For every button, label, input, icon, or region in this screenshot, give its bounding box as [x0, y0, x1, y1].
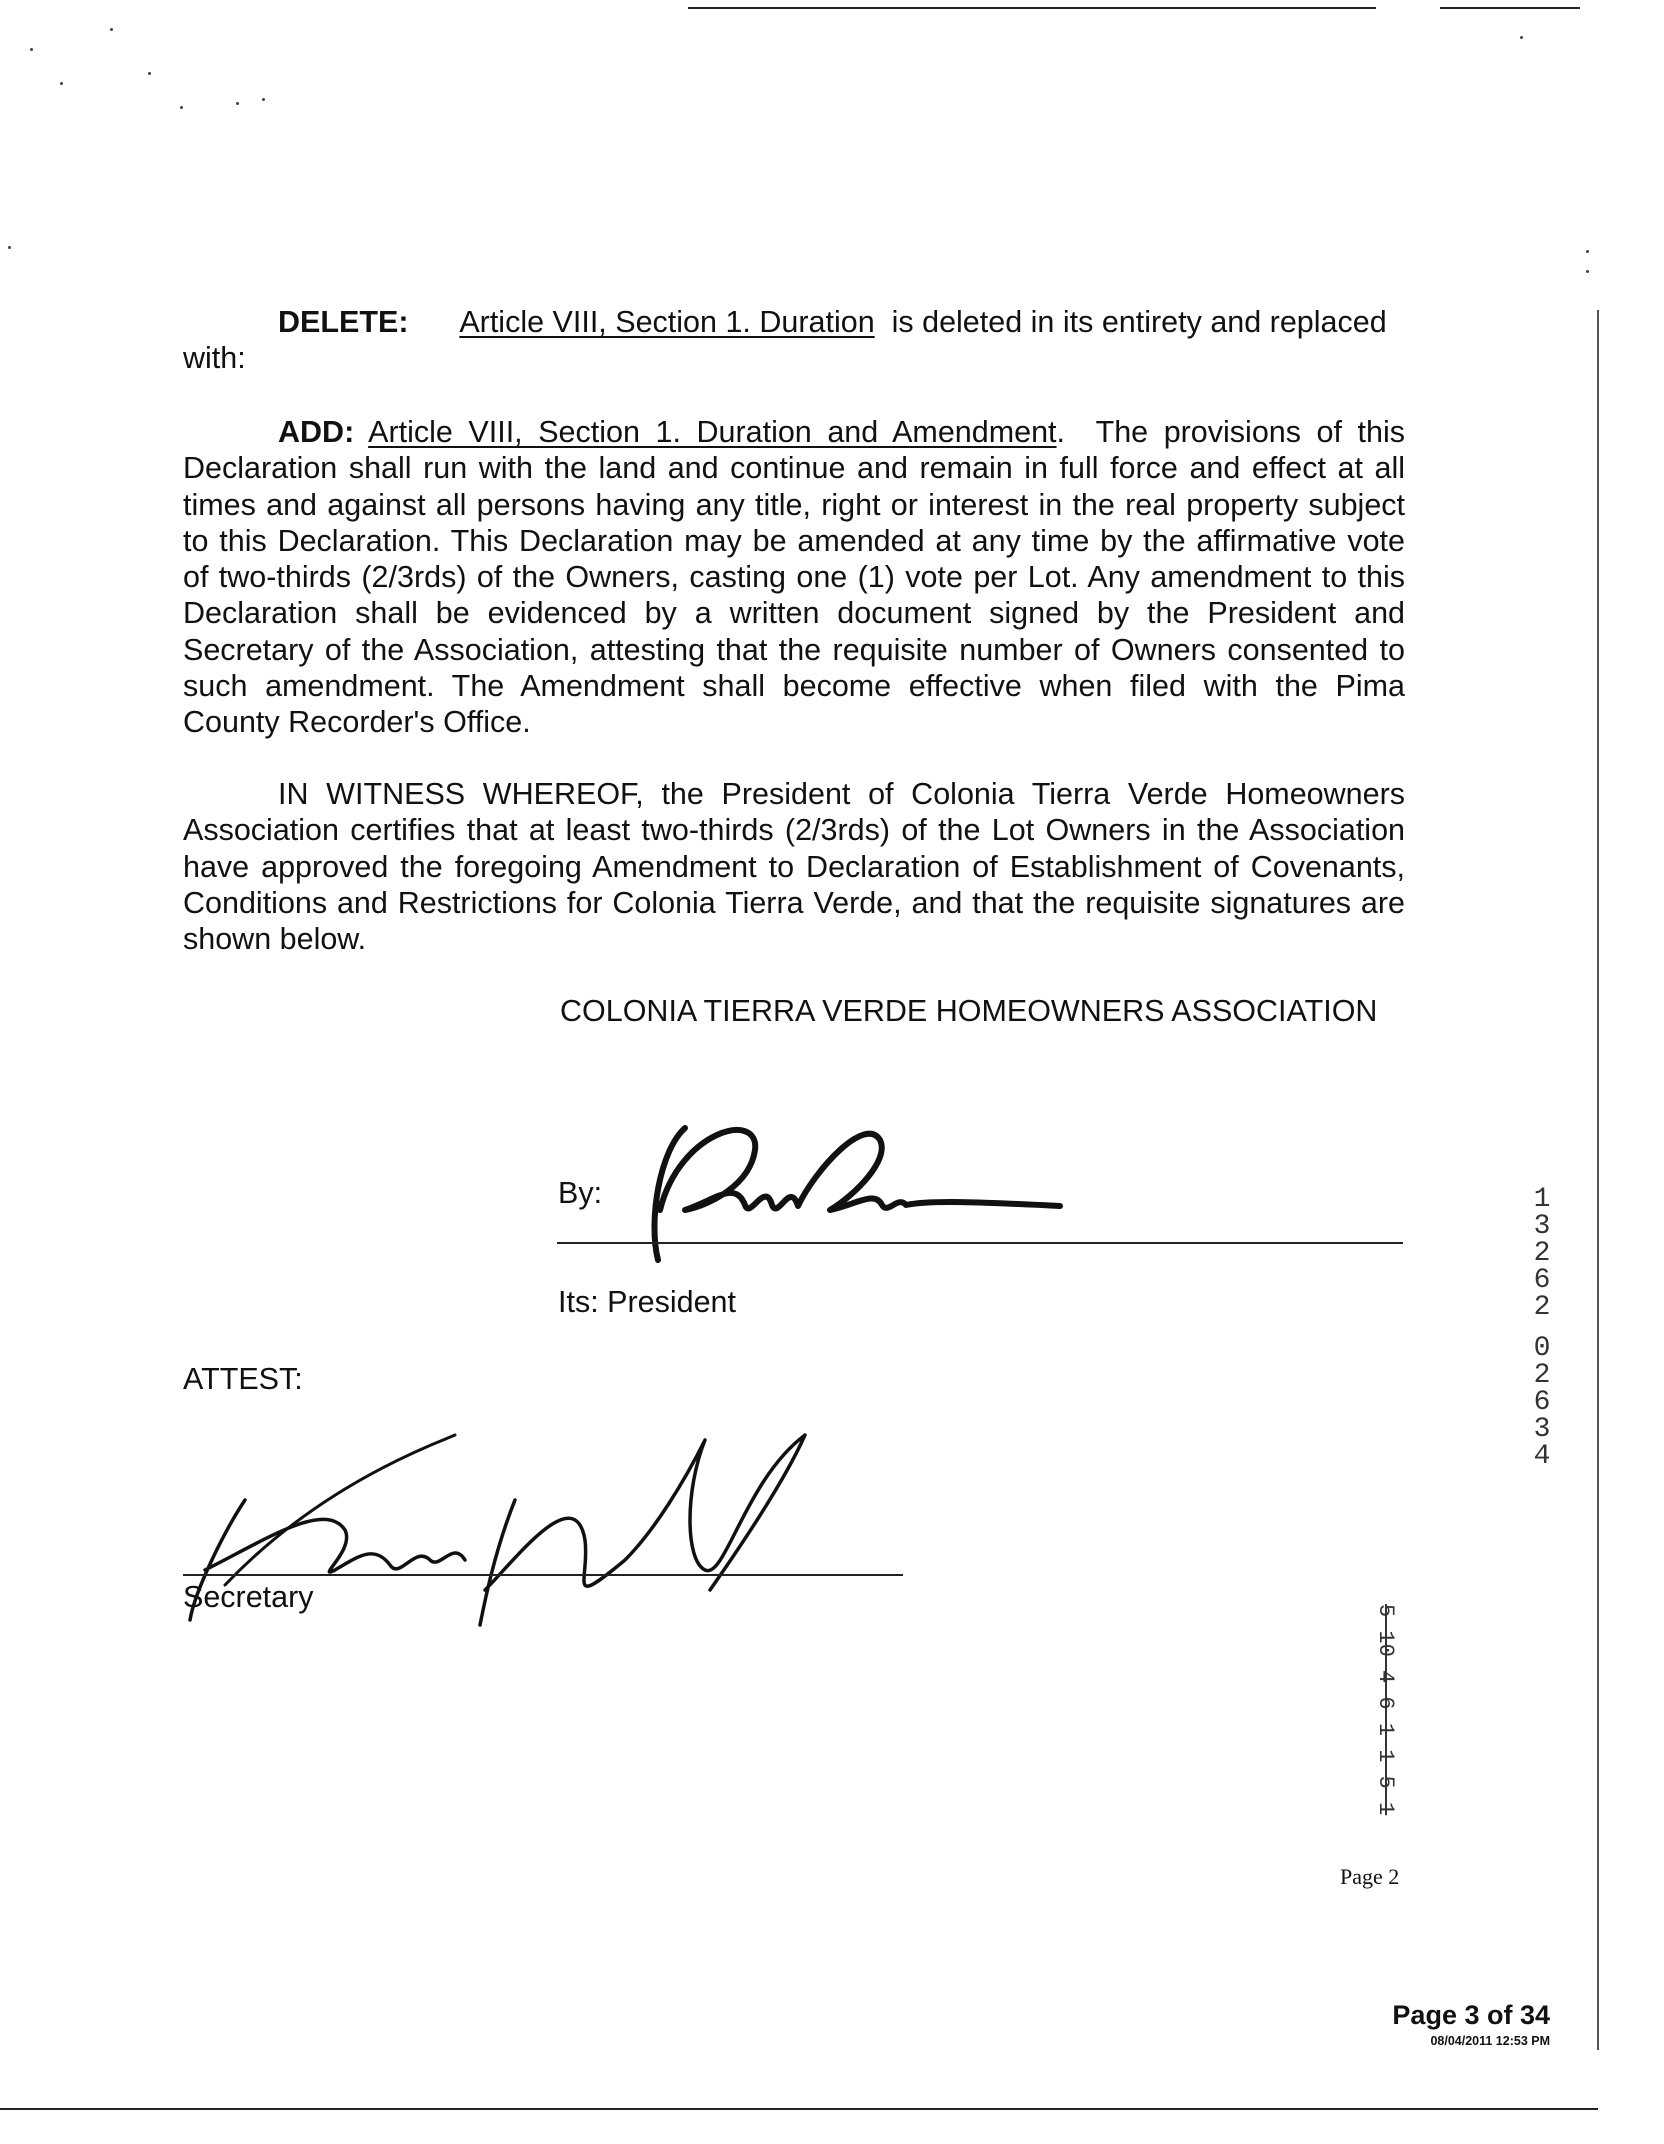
scan-speck [236, 102, 239, 105]
scan-speck [180, 106, 183, 109]
scan-speck [1586, 270, 1589, 273]
footer-timestamp: 08/04/2011 12:53 PM [1430, 2034, 1550, 2048]
witness-text: IN WITNESS WHEREOF, the President of Colonia Tierra Verde Homeowners Association certifies that at least two-thirds (2/3rds) of the Lot Owners in the Association have approved the foregoing Amendment to Declaration of Establishment of Covenants, Conditions and Restrictions for Colonia Tierra Verde, and that the requisite signatures are shown below. [183, 777, 1405, 957]
secretary-signature-line [183, 1574, 903, 1576]
page-digit: 0 [1533, 1333, 1551, 1364]
add-reference: Article VIII, Section 1. Duration and Amendment [368, 415, 1057, 449]
delete-reference: Article VIII, Section 1. Duration [459, 305, 875, 339]
scan-speck [30, 48, 33, 51]
its-president-label: Its: President [558, 1285, 736, 1319]
president-signature-line [557, 1242, 1403, 1244]
scan-speck [1520, 36, 1523, 39]
page-digit: 6 [1533, 1387, 1551, 1418]
page-digit: 2 [1533, 1360, 1551, 1391]
scan-speck [1586, 250, 1589, 253]
delete-text: is deleted in its entirety and replaced [891, 305, 1387, 339]
top-edge-line [688, 7, 1376, 9]
add-text: The provisions of this Declaration shall run with the land and continue and remain in full force and effect at all times and against all persons having any title, right or interest in the real property subject to this Declaration. This Declaration may be amended at any time by the affirmative vote of two-thirds (2/3rds) of the Owners, casting one (1) vote per Lot. Any amendment to this Declaration shall be evidenced by a written document signed by the President and Secretary of the Association, attesting that the requisite number of Owners consented to such amendment. The Amendment shall become effective when filed with the Pima County Recorder's Office. [183, 415, 1406, 740]
witness-paragraph [183, 776, 1405, 957]
footer-page-count: Page 3 of 34 [1392, 2000, 1550, 2030]
recorder-sequence-stamp [1370, 1604, 1400, 1874]
attest-label: ATTEST: [183, 1362, 303, 1396]
bottom-edge-line [0, 2108, 1598, 2110]
association-name: COLONIA TIERRA VERDE HOMEOWNERS ASSOCIATION [560, 994, 1378, 1028]
scan-speck [110, 28, 113, 31]
docket-digit: 6 [1533, 1265, 1551, 1296]
delete-continuation: with: [183, 341, 246, 376]
scan-speck [148, 72, 151, 75]
scan-speck [8, 246, 11, 249]
by-label: By: [558, 1176, 603, 1210]
page-digit: 4 [1533, 1441, 1551, 1472]
docket-digit: 2 [1533, 1238, 1551, 1269]
docket-digit: 3 [1533, 1211, 1551, 1242]
page-label: Page 2 [1340, 1864, 1400, 1889]
scan-speck [60, 82, 63, 85]
add-paragraph: ADD: Article VIII, Section 1. Duration and Amendment. The provisions of this Declaration shall run with the land and continue and remain in full force and effect at all times and against all persons having any title, right or interest in the real property subject to this Declaration. This Declaration may be amended at any time by the affirmative vote of two-thirds (2/3rds) of the Owners, casting one (1) vote per Lot. Any amendment to this Declaration shall be evidenced by a written document signed by the President and Secretary of the Association, attesting that the requisite number of Owners consented to such amendment. The Amendment shall become effective when filed with the Pima County Recorder's Office. [183, 415, 1406, 740]
recorder-docket-stamp [1527, 1186, 1557, 1470]
page-digit: 3 [1533, 1414, 1551, 1445]
scan-speck [262, 98, 265, 101]
sequence-text: 5-10-4-6-1-1-5-1 [1373, 1604, 1398, 1816]
top-edge-line-right [1440, 7, 1580, 9]
docket-digit: 2 [1533, 1292, 1551, 1323]
president-signature [640, 1110, 1070, 1270]
delete-paragraph [183, 304, 1405, 377]
delete-keyword: DELETE: [278, 305, 409, 339]
secretary-label: Secretary [183, 1580, 314, 1614]
right-edge-line [1597, 310, 1599, 2050]
docket-digit: 1 [1533, 1184, 1551, 1215]
add-keyword: ADD: [278, 415, 355, 449]
